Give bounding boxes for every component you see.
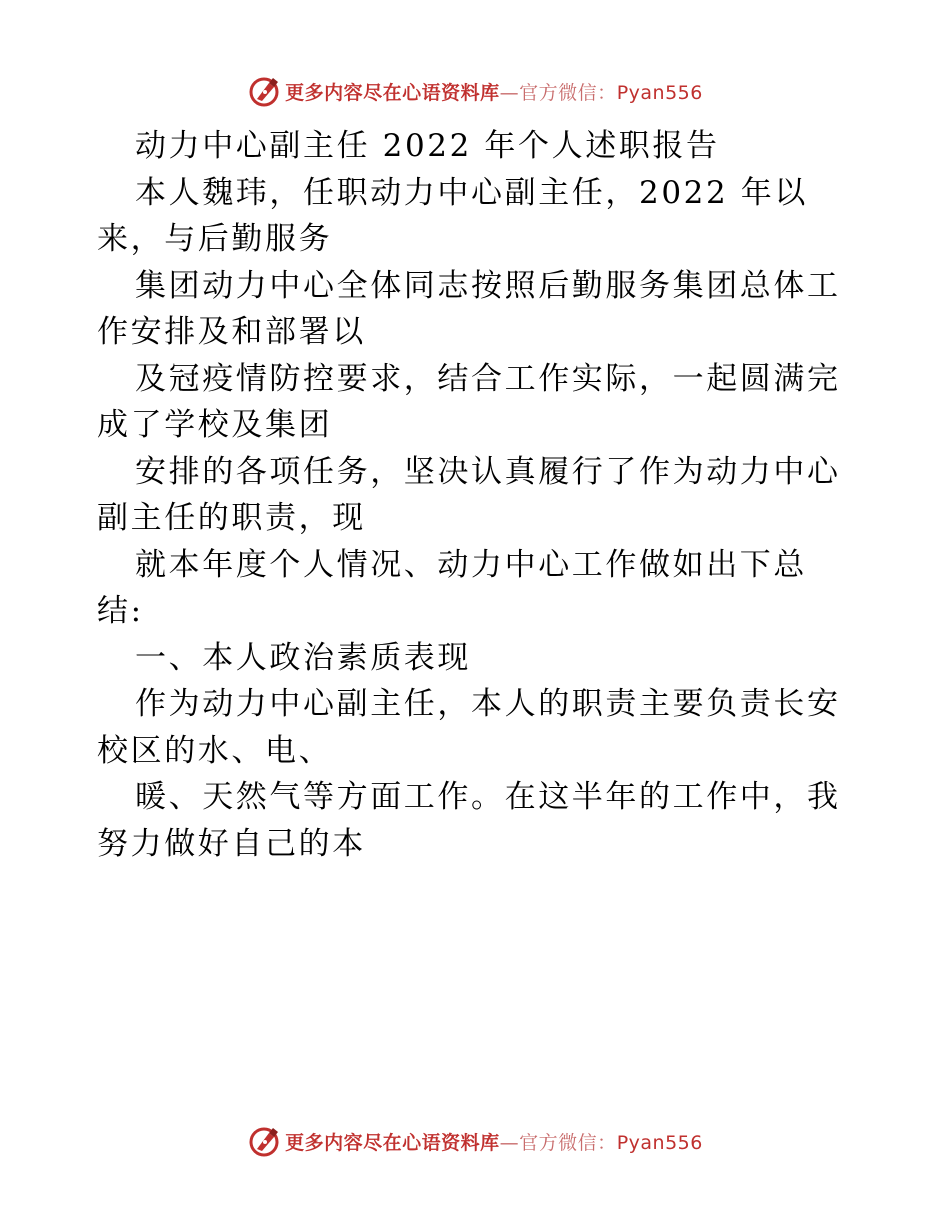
watermark-dash: —	[499, 1131, 520, 1154]
footer-watermark-banner	[0, 1121, 950, 1161]
watermark-wechat-id: Pyan556	[616, 81, 703, 104]
document-line: 校区的水、电、	[97, 732, 333, 769]
document-line: 暖、天然气等方面工作。在这半年的工作中，我	[135, 779, 841, 815]
document-body	[97, 123, 857, 867]
watermark-dash: —	[499, 81, 520, 104]
pen-nib-logo-icon	[247, 1123, 283, 1159]
document-line: 作为动力中心副主任，本人的职责主要负责长安	[135, 686, 841, 722]
document-line: 结:	[97, 593, 144, 629]
document-title: 动力中心副主任 2022 年个人述职报告	[135, 128, 720, 164]
watermark-prefix: 更多内容尽在心语资料库	[285, 1131, 500, 1154]
watermark-text	[285, 1128, 703, 1155]
header-watermark-banner	[0, 71, 950, 111]
document-line: 及冠疫情防控要求，结合工作实际，一起圆满完	[135, 360, 841, 397]
watermark-wechat-id: Pyan556	[616, 1131, 703, 1154]
document-line: 来，与后勤服务	[97, 221, 333, 257]
document-line: 副主任的职责，现	[97, 500, 366, 536]
document-line: 安排的各项任务，坚决认真履行了作为动力中心	[135, 453, 841, 490]
document-line: 本人魏玮，任职动力中心副主任，2022 年以	[135, 174, 808, 211]
document-line: 作安排及和部署以	[97, 314, 366, 350]
watermark-suffix: 官方微信：	[519, 81, 617, 104]
document-line: 集团动力中心全体同志按照后勤服务集团总体工	[135, 267, 841, 304]
document-line: 一、本人政治素质表现	[135, 639, 471, 676]
document-line: 就本年度个人情况、动力中心工作做如出下总	[135, 546, 807, 583]
document-line: 成了学校及集团	[97, 407, 333, 443]
watermark-prefix: 更多内容尽在心语资料库	[285, 81, 500, 104]
document-line: 努力做好自己的本	[97, 825, 366, 862]
pen-nib-logo-icon	[247, 73, 283, 109]
watermark-text	[285, 78, 703, 105]
watermark-suffix: 官方微信：	[519, 1131, 617, 1154]
